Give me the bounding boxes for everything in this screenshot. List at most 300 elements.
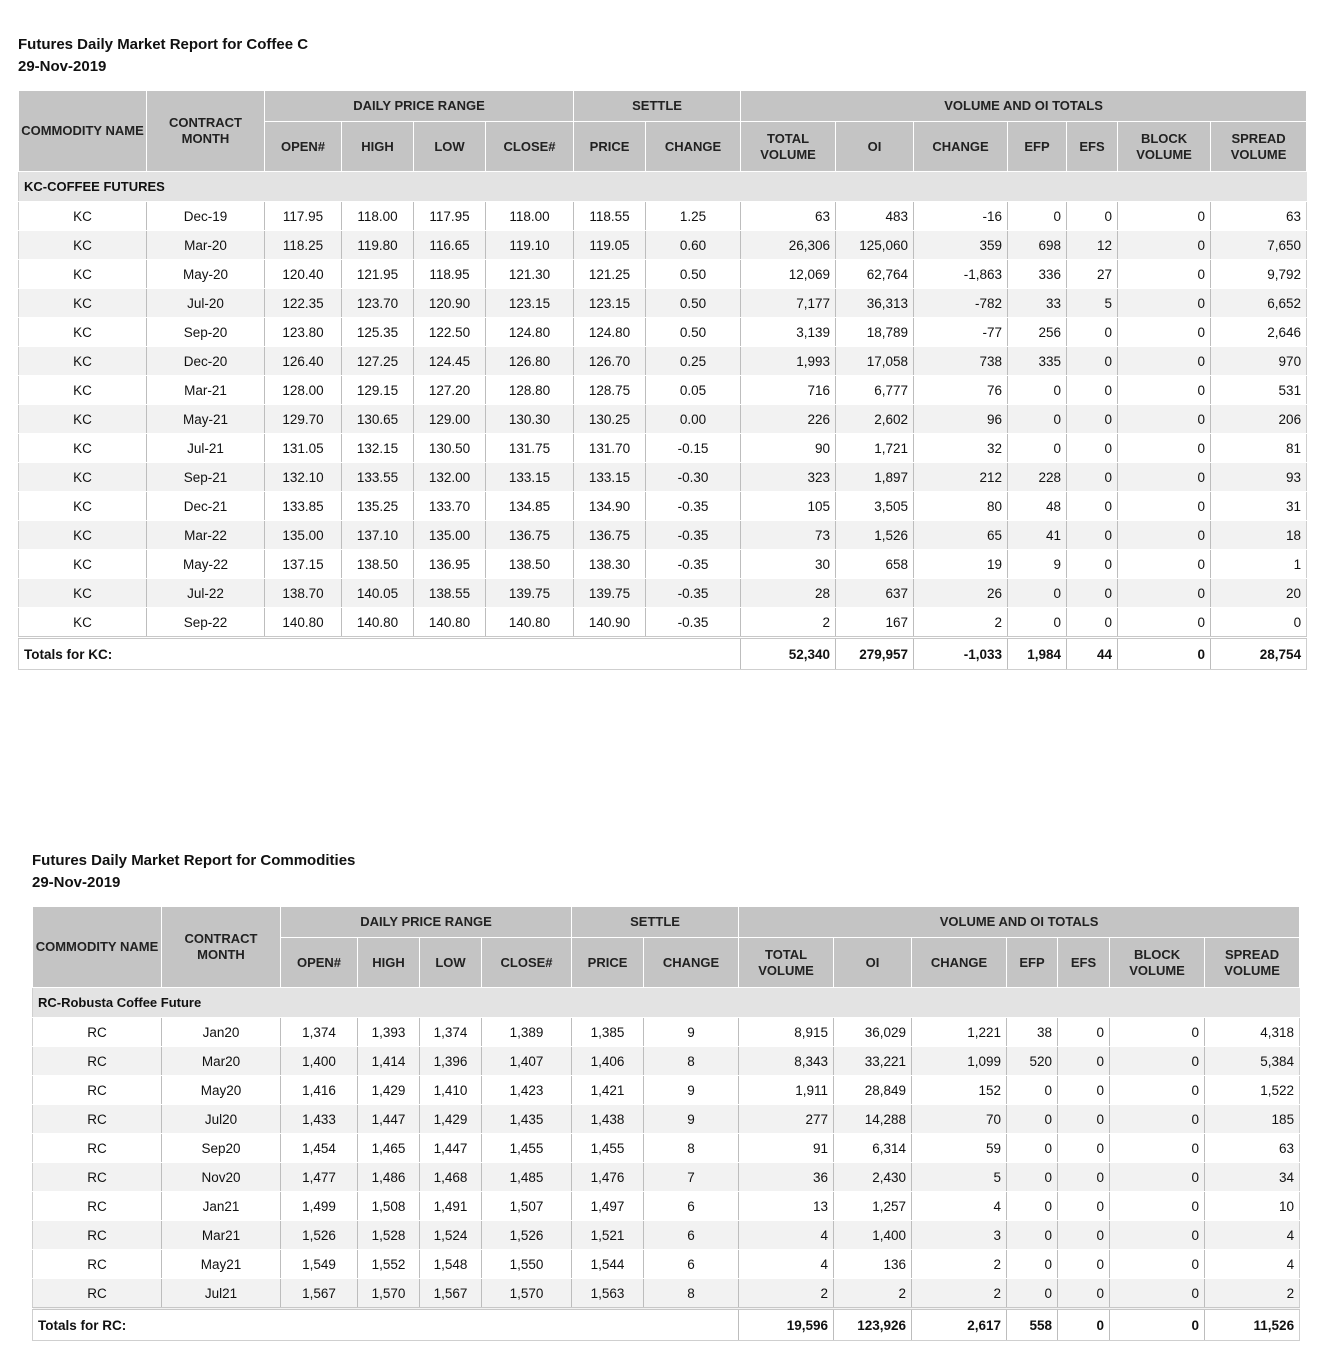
cell-efp: 0 [1007, 1163, 1058, 1192]
report-title: Futures Daily Market Report for Coffee C [18, 36, 309, 53]
cell-close: 139.75 [486, 579, 574, 608]
report-date: 29-Nov-2019 [32, 874, 121, 891]
cell-oi-change: 359 [914, 231, 1008, 260]
cell-low: 122.50 [414, 318, 486, 347]
cell-total-volume: 105 [741, 492, 836, 521]
cell-settle-price: 131.70 [574, 434, 646, 463]
cell-open: 1,416 [281, 1076, 358, 1105]
cell-efs: 0 [1058, 1163, 1110, 1192]
cell-spread-volume: 10 [1205, 1192, 1300, 1221]
cell-block-volume: 0 [1118, 202, 1211, 231]
market-table [32, 906, 1300, 1341]
cell-high: 129.15 [342, 376, 414, 405]
cell-commodity: KC [19, 318, 147, 347]
total-total-volume: 52,340 [741, 638, 836, 670]
cell-high: 1,486 [358, 1163, 420, 1192]
totals-row [19, 638, 1307, 670]
cell-settle-price: 1,544 [572, 1250, 644, 1279]
cell-oi-change: 76 [914, 376, 1008, 405]
cell-open: 131.05 [265, 434, 342, 463]
cell-settle-change: -0.35 [646, 550, 741, 579]
table-row [19, 376, 1307, 405]
cell-oi-change: 70 [912, 1105, 1007, 1134]
cell-high: 138.50 [342, 550, 414, 579]
col-low: LOW [420, 938, 482, 988]
cell-oi-change: 65 [914, 521, 1008, 550]
cell-settle-change: 9 [644, 1018, 739, 1047]
cell-close: 133.15 [486, 463, 574, 492]
cell-spread-volume: 34 [1205, 1163, 1300, 1192]
total-efp: 1,984 [1008, 638, 1067, 670]
cell-open: 123.80 [265, 318, 342, 347]
cell-close: 1,526 [482, 1221, 572, 1250]
cell-settle-price: 121.25 [574, 260, 646, 289]
cell-oi-change: 1,221 [912, 1018, 1007, 1047]
table-row [19, 231, 1307, 260]
cell-settle-change: -0.35 [646, 579, 741, 608]
cell-settle-price: 130.25 [574, 405, 646, 434]
cell-settle-change: 9 [644, 1076, 739, 1105]
cell-settle-price: 1,438 [572, 1105, 644, 1134]
cell-low: 117.95 [414, 202, 486, 231]
cell-oi: 36,029 [834, 1018, 912, 1047]
cell-open: 128.00 [265, 376, 342, 405]
col-high: HIGH [358, 938, 420, 988]
cell-open: 1,477 [281, 1163, 358, 1192]
cell-low: 1,396 [420, 1047, 482, 1076]
cell-high: 140.80 [342, 608, 414, 638]
table-row [19, 289, 1307, 318]
cell-commodity: RC [33, 1134, 162, 1163]
cell-oi-change: 59 [912, 1134, 1007, 1163]
table-row [33, 1250, 1300, 1279]
cell-open: 1,526 [281, 1221, 358, 1250]
cell-commodity: KC [19, 492, 147, 521]
cell-settle-price: 1,406 [572, 1047, 644, 1076]
group-volume-oi-totals: VOLUME AND OI TOTALS [739, 907, 1300, 938]
cell-oi-change: 152 [912, 1076, 1007, 1105]
cell-efp: 9 [1008, 550, 1067, 579]
cell-contract-month: Nov20 [162, 1163, 281, 1192]
table-row [19, 347, 1307, 376]
col-open: OPEN# [281, 938, 358, 988]
cell-settle-change: 6 [644, 1221, 739, 1250]
cell-open: 135.00 [265, 521, 342, 550]
table-row [33, 1047, 1300, 1076]
cell-low: 127.20 [414, 376, 486, 405]
cell-oi: 14,288 [834, 1105, 912, 1134]
cell-settle-change: 0.50 [646, 260, 741, 289]
cell-efs: 0 [1067, 376, 1118, 405]
cell-commodity: RC [33, 1221, 162, 1250]
cell-commodity: KC [19, 608, 147, 638]
cell-high: 119.80 [342, 231, 414, 260]
cell-contract-month: Jul-21 [147, 434, 265, 463]
cell-efp: 0 [1007, 1105, 1058, 1134]
cell-efp: 0 [1007, 1076, 1058, 1105]
col-price: PRICE [574, 122, 646, 172]
cell-spread-volume: 63 [1211, 202, 1307, 231]
col-oi-change: CHANGE [914, 122, 1008, 172]
cell-oi-change: 738 [914, 347, 1008, 376]
cell-low: 132.00 [414, 463, 486, 492]
total-oi-change: -1,033 [914, 638, 1008, 670]
coffee-c-report [18, 34, 1307, 670]
cell-block-volume: 0 [1110, 1250, 1205, 1279]
cell-contract-month: Dec-21 [147, 492, 265, 521]
col-low: LOW [414, 122, 486, 172]
cell-efs: 0 [1067, 318, 1118, 347]
col-oi: OI [836, 122, 914, 172]
cell-settle-price: 1,563 [572, 1279, 644, 1309]
col-commodity-name: COMMODITY NAME [33, 907, 162, 988]
cell-settle-price: 1,521 [572, 1221, 644, 1250]
table-row [33, 1279, 1300, 1309]
cell-efp: 256 [1008, 318, 1067, 347]
cell-close: 138.50 [486, 550, 574, 579]
cell-close: 134.85 [486, 492, 574, 521]
cell-total-volume: 63 [741, 202, 836, 231]
cell-commodity: RC [33, 1047, 162, 1076]
col-spread-volume: SPREAD VOLUME [1211, 122, 1307, 172]
cell-spread-volume: 185 [1205, 1105, 1300, 1134]
total-block-volume: 0 [1110, 1309, 1205, 1341]
cell-total-volume: 91 [739, 1134, 834, 1163]
cell-commodity: RC [33, 1250, 162, 1279]
cell-total-volume: 226 [741, 405, 836, 434]
cell-total-volume: 26,306 [741, 231, 836, 260]
cell-settle-change: 8 [644, 1279, 739, 1309]
cell-contract-month: May-20 [147, 260, 265, 289]
cell-efs: 0 [1058, 1192, 1110, 1221]
cell-contract-month: May20 [162, 1076, 281, 1105]
cell-efs: 0 [1067, 463, 1118, 492]
cell-efp: 0 [1008, 579, 1067, 608]
cell-open: 1,454 [281, 1134, 358, 1163]
cell-settle-change: -0.15 [646, 434, 741, 463]
col-oi-change: CHANGE [912, 938, 1007, 988]
cell-commodity: RC [33, 1018, 162, 1047]
cell-block-volume: 0 [1118, 463, 1211, 492]
cell-efs: 0 [1067, 579, 1118, 608]
cell-oi: 3,505 [836, 492, 914, 521]
col-close: CLOSE# [486, 122, 574, 172]
cell-settle-change: 6 [644, 1250, 739, 1279]
cell-close: 1,435 [482, 1105, 572, 1134]
cell-contract-month: May-22 [147, 550, 265, 579]
cell-oi: 1,721 [836, 434, 914, 463]
cell-settle-price: 126.70 [574, 347, 646, 376]
col-total-volume: TOTAL VOLUME [741, 122, 836, 172]
cell-settle-change: 6 [644, 1192, 739, 1221]
cell-open: 120.40 [265, 260, 342, 289]
cell-spread-volume: 5,384 [1205, 1047, 1300, 1076]
cell-open: 1,549 [281, 1250, 358, 1279]
cell-commodity: RC [33, 1105, 162, 1134]
cell-block-volume: 0 [1118, 492, 1211, 521]
cell-close: 1,389 [482, 1018, 572, 1047]
cell-open: 1,567 [281, 1279, 358, 1309]
table-row [33, 1018, 1300, 1047]
cell-efp: 0 [1007, 1279, 1058, 1309]
cell-oi-change: -16 [914, 202, 1008, 231]
cell-efs: 0 [1058, 1221, 1110, 1250]
cell-efp: 38 [1007, 1018, 1058, 1047]
cell-total-volume: 1,911 [739, 1076, 834, 1105]
cell-high: 1,429 [358, 1076, 420, 1105]
col-contract-month: CONTRACT MONTH [147, 91, 265, 172]
cell-efp: 0 [1008, 405, 1067, 434]
cell-high: 130.65 [342, 405, 414, 434]
cell-efs: 12 [1067, 231, 1118, 260]
col-block-volume: BLOCK VOLUME [1118, 122, 1211, 172]
cell-total-volume: 8,343 [739, 1047, 834, 1076]
cell-close: 123.15 [486, 289, 574, 318]
cell-commodity: RC [33, 1163, 162, 1192]
cell-oi: 2,430 [834, 1163, 912, 1192]
cell-total-volume: 2 [739, 1279, 834, 1309]
cell-settle-change: -0.35 [646, 521, 741, 550]
cell-settle-change: 1.25 [646, 202, 741, 231]
cell-contract-month: Mar-20 [147, 231, 265, 260]
cell-commodity: KC [19, 463, 147, 492]
cell-high: 1,552 [358, 1250, 420, 1279]
total-oi-change: 2,617 [912, 1309, 1007, 1341]
cell-block-volume: 0 [1118, 289, 1211, 318]
cell-settle-price: 133.15 [574, 463, 646, 492]
cell-spread-volume: 6,652 [1211, 289, 1307, 318]
cell-close: 124.80 [486, 318, 574, 347]
section-row [19, 172, 1307, 202]
cell-block-volume: 0 [1118, 231, 1211, 260]
col-contract-month: CONTRACT MONTH [162, 907, 281, 988]
cell-total-volume: 277 [739, 1105, 834, 1134]
cell-commodity: KC [19, 289, 147, 318]
cell-close: 131.75 [486, 434, 574, 463]
cell-total-volume: 1,993 [741, 347, 836, 376]
section-label: RC-Robusta Coffee Future [33, 988, 1300, 1018]
table-row [19, 434, 1307, 463]
section-label: KC-COFFEE FUTURES [19, 172, 1307, 202]
table-row [33, 1192, 1300, 1221]
cell-settle-price: 123.15 [574, 289, 646, 318]
cell-spread-volume: 531 [1211, 376, 1307, 405]
col-spread-volume: SPREAD VOLUME [1205, 938, 1300, 988]
cell-oi-change: 96 [914, 405, 1008, 434]
cell-contract-month: Sep-20 [147, 318, 265, 347]
cell-oi: 2,602 [836, 405, 914, 434]
cell-oi-change: 3 [912, 1221, 1007, 1250]
cell-high: 1,465 [358, 1134, 420, 1163]
cell-total-volume: 8,915 [739, 1018, 834, 1047]
cell-open: 140.80 [265, 608, 342, 638]
cell-settle-change: -0.35 [646, 492, 741, 521]
cell-high: 118.00 [342, 202, 414, 231]
cell-total-volume: 90 [741, 434, 836, 463]
cell-block-volume: 0 [1118, 318, 1211, 347]
cell-close: 1,455 [482, 1134, 572, 1163]
cell-oi: 637 [836, 579, 914, 608]
cell-low: 1,524 [420, 1221, 482, 1250]
cell-oi-change: 26 [914, 579, 1008, 608]
cell-spread-volume: 4,318 [1205, 1018, 1300, 1047]
col-block-volume: BLOCK VOLUME [1110, 938, 1205, 988]
table-row [19, 492, 1307, 521]
cell-settle-change: 8 [644, 1047, 739, 1076]
cell-settle-change: -0.35 [646, 608, 741, 638]
cell-oi-change: 5 [912, 1163, 1007, 1192]
cell-low: 129.00 [414, 405, 486, 434]
cell-efs: 0 [1067, 492, 1118, 521]
section-row [33, 988, 1300, 1018]
cell-settle-price: 119.05 [574, 231, 646, 260]
cell-contract-month: Jul20 [162, 1105, 281, 1134]
table-row [19, 550, 1307, 579]
cell-efs: 0 [1067, 550, 1118, 579]
cell-efp: 0 [1008, 608, 1067, 638]
cell-low: 130.50 [414, 434, 486, 463]
col-oi: OI [834, 938, 912, 988]
report-title: Futures Daily Market Report for Commodities [32, 852, 356, 869]
table-row [33, 1163, 1300, 1192]
cell-oi: 18,789 [836, 318, 914, 347]
group-settle: SETTLE [572, 907, 739, 938]
cell-low: 124.45 [414, 347, 486, 376]
cell-total-volume: 3,139 [741, 318, 836, 347]
cell-oi: 6,314 [834, 1134, 912, 1163]
report-date: 29-Nov-2019 [18, 58, 107, 75]
table-row [19, 405, 1307, 434]
cell-oi: 62,764 [836, 260, 914, 289]
cell-efp: 0 [1007, 1134, 1058, 1163]
cell-commodity: KC [19, 434, 147, 463]
cell-settle-price: 138.30 [574, 550, 646, 579]
cell-efp: 48 [1008, 492, 1067, 521]
cell-settle-change: 0.00 [646, 405, 741, 434]
col-change: CHANGE [644, 938, 739, 988]
cell-contract-month: Jul-22 [147, 579, 265, 608]
cell-settle-price: 139.75 [574, 579, 646, 608]
totals-label: Totals for RC: [33, 1309, 739, 1341]
cell-efp: 698 [1008, 231, 1067, 260]
cell-spread-volume: 63 [1205, 1134, 1300, 1163]
table-row [33, 1076, 1300, 1105]
cell-oi-change: 32 [914, 434, 1008, 463]
cell-settle-change: 0.50 [646, 318, 741, 347]
cell-total-volume: 13 [739, 1192, 834, 1221]
cell-high: 140.05 [342, 579, 414, 608]
total-total-volume: 19,596 [739, 1309, 834, 1341]
cell-contract-month: May-21 [147, 405, 265, 434]
cell-low: 1,429 [420, 1105, 482, 1134]
total-oi: 123,926 [834, 1309, 912, 1341]
cell-commodity: KC [19, 521, 147, 550]
cell-efp: 335 [1008, 347, 1067, 376]
market-table [18, 90, 1307, 670]
cell-low: 116.65 [414, 231, 486, 260]
cell-commodity: KC [19, 550, 147, 579]
cell-open: 1,400 [281, 1047, 358, 1076]
cell-oi: 1,257 [834, 1192, 912, 1221]
cell-oi: 1,400 [834, 1221, 912, 1250]
cell-block-volume: 0 [1118, 550, 1211, 579]
cell-settle-price: 134.90 [574, 492, 646, 521]
cell-contract-month: Sep-22 [147, 608, 265, 638]
cell-settle-price: 1,476 [572, 1163, 644, 1192]
cell-low: 1,548 [420, 1250, 482, 1279]
cell-high: 1,393 [358, 1018, 420, 1047]
cell-close: 1,485 [482, 1163, 572, 1192]
cell-spread-volume: 0 [1211, 608, 1307, 638]
group-daily-price-range: DAILY PRICE RANGE [281, 907, 572, 938]
cell-open: 138.70 [265, 579, 342, 608]
total-block-volume: 0 [1118, 638, 1211, 670]
col-efs: EFS [1067, 122, 1118, 172]
cell-spread-volume: 9,792 [1211, 260, 1307, 289]
cell-high: 135.25 [342, 492, 414, 521]
group-daily-price-range: DAILY PRICE RANGE [265, 91, 574, 122]
cell-low: 1,468 [420, 1163, 482, 1192]
table-row [19, 202, 1307, 231]
cell-contract-month: May21 [162, 1250, 281, 1279]
totals-row [33, 1309, 1300, 1341]
cell-spread-volume: 2 [1205, 1279, 1300, 1309]
cell-efp: 228 [1008, 463, 1067, 492]
cell-commodity: RC [33, 1192, 162, 1221]
cell-low: 1,447 [420, 1134, 482, 1163]
cell-commodity: KC [19, 202, 147, 231]
table-row [33, 1134, 1300, 1163]
cell-spread-volume: 81 [1211, 434, 1307, 463]
cell-spread-volume: 4 [1205, 1250, 1300, 1279]
cell-efp: 33 [1008, 289, 1067, 318]
cell-oi-change: -1,863 [914, 260, 1008, 289]
table-row [19, 463, 1307, 492]
cell-oi: 28,849 [834, 1076, 912, 1105]
cell-efs: 0 [1067, 202, 1118, 231]
cell-spread-volume: 31 [1211, 492, 1307, 521]
col-efs: EFS [1058, 938, 1110, 988]
cell-settle-price: 1,385 [572, 1018, 644, 1047]
cell-efp: 0 [1007, 1192, 1058, 1221]
cell-high: 125.35 [342, 318, 414, 347]
cell-oi-change: 212 [914, 463, 1008, 492]
cell-contract-month: Mar-22 [147, 521, 265, 550]
col-price: PRICE [572, 938, 644, 988]
cell-efp: 336 [1008, 260, 1067, 289]
cell-spread-volume: 4 [1205, 1221, 1300, 1250]
cell-contract-month: Dec-20 [147, 347, 265, 376]
commodities-report [32, 850, 1300, 1341]
cell-high: 121.95 [342, 260, 414, 289]
cell-block-volume: 0 [1118, 434, 1211, 463]
cell-efs: 5 [1067, 289, 1118, 318]
cell-total-volume: 4 [739, 1221, 834, 1250]
cell-open: 132.10 [265, 463, 342, 492]
cell-spread-volume: 18 [1211, 521, 1307, 550]
cell-total-volume: 73 [741, 521, 836, 550]
cell-spread-volume: 2,646 [1211, 318, 1307, 347]
cell-contract-month: Jan21 [162, 1192, 281, 1221]
cell-close: 140.80 [486, 608, 574, 638]
cell-low: 135.00 [414, 521, 486, 550]
cell-low: 1,567 [420, 1279, 482, 1309]
cell-close: 1,507 [482, 1192, 572, 1221]
cell-low: 133.70 [414, 492, 486, 521]
cell-efp: 0 [1007, 1250, 1058, 1279]
cell-close: 1,423 [482, 1076, 572, 1105]
cell-oi-change: -782 [914, 289, 1008, 318]
